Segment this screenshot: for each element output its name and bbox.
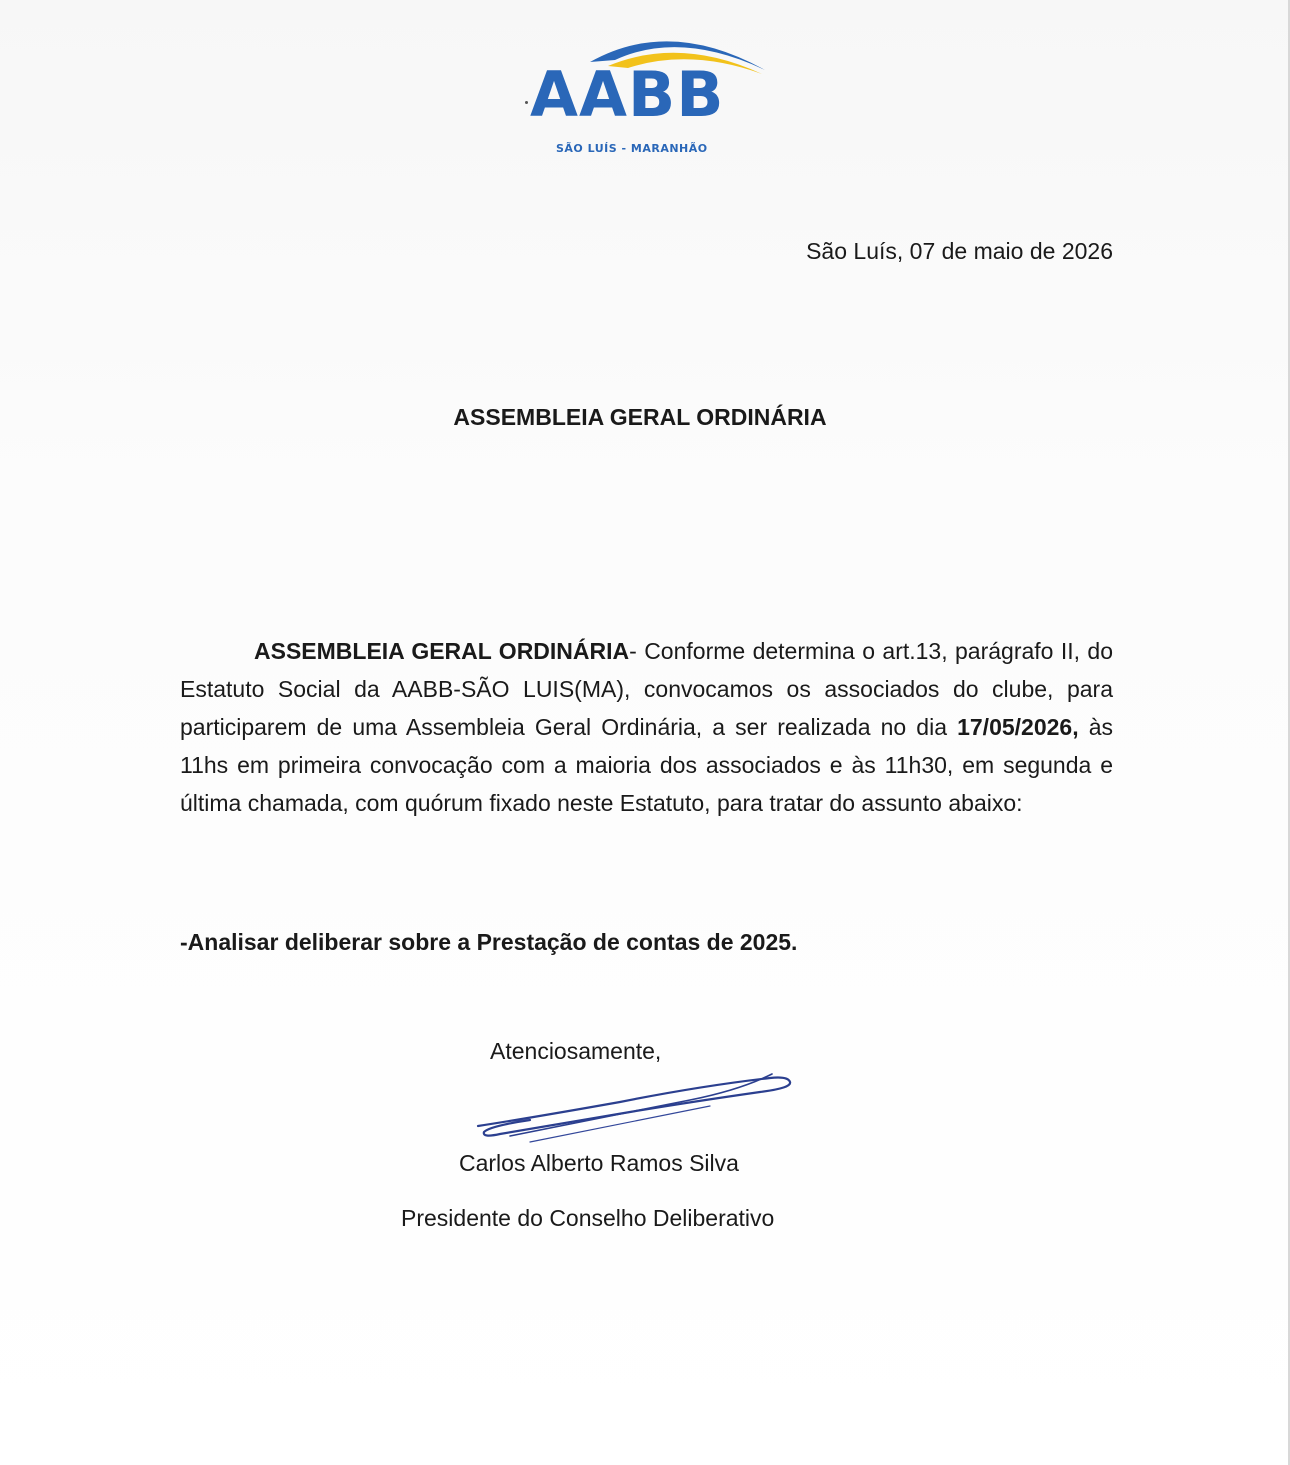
logo-subtitle: SÃO LUÍS - MARANHÃO (556, 142, 708, 155)
convocation-paragraph (180, 632, 1113, 822)
signer-name: Carlos Alberto Ramos Silva (459, 1150, 739, 1176)
handwritten-signature (470, 1062, 810, 1152)
agenda-item: -Analisar deliberar sobre a Prestação de contas de 2025. (180, 929, 798, 955)
aabb-logo (520, 22, 770, 155)
signer-role: Presidente do Conselho Deliberativo (401, 1205, 775, 1231)
paragraph-lead: ASSEMBLEIA GERAL ORDINÁRIA (254, 638, 630, 664)
logo-dot (525, 101, 528, 104)
paragraph-part-1: - Conforme determina o art.13, parágrafo II, do Estatuto Social da AABB-SÃO LUIS(MA), convocamos os associados do clube, para participarem de uma Assembleia Geral Ordinária, a ser realizada no dia (180, 638, 1113, 740)
paragraph-part-2: às 11hs em primeira convocação com a maioria dos associados e às 11h30, em segunda e última chamada, com quórum fixado neste Estatuto, para tratar do assunto abaixo: (180, 714, 1113, 816)
logo-wordmark: AABB (530, 58, 725, 131)
closing-salutation: Atenciosamente, (490, 1038, 662, 1064)
meeting-date: 17/05/2026, (957, 714, 1079, 740)
document-heading: ASSEMBLEIA GERAL ORDINÁRIA (453, 404, 827, 430)
document-date: São Luís, 07 de maio de 2026 (806, 238, 1113, 264)
